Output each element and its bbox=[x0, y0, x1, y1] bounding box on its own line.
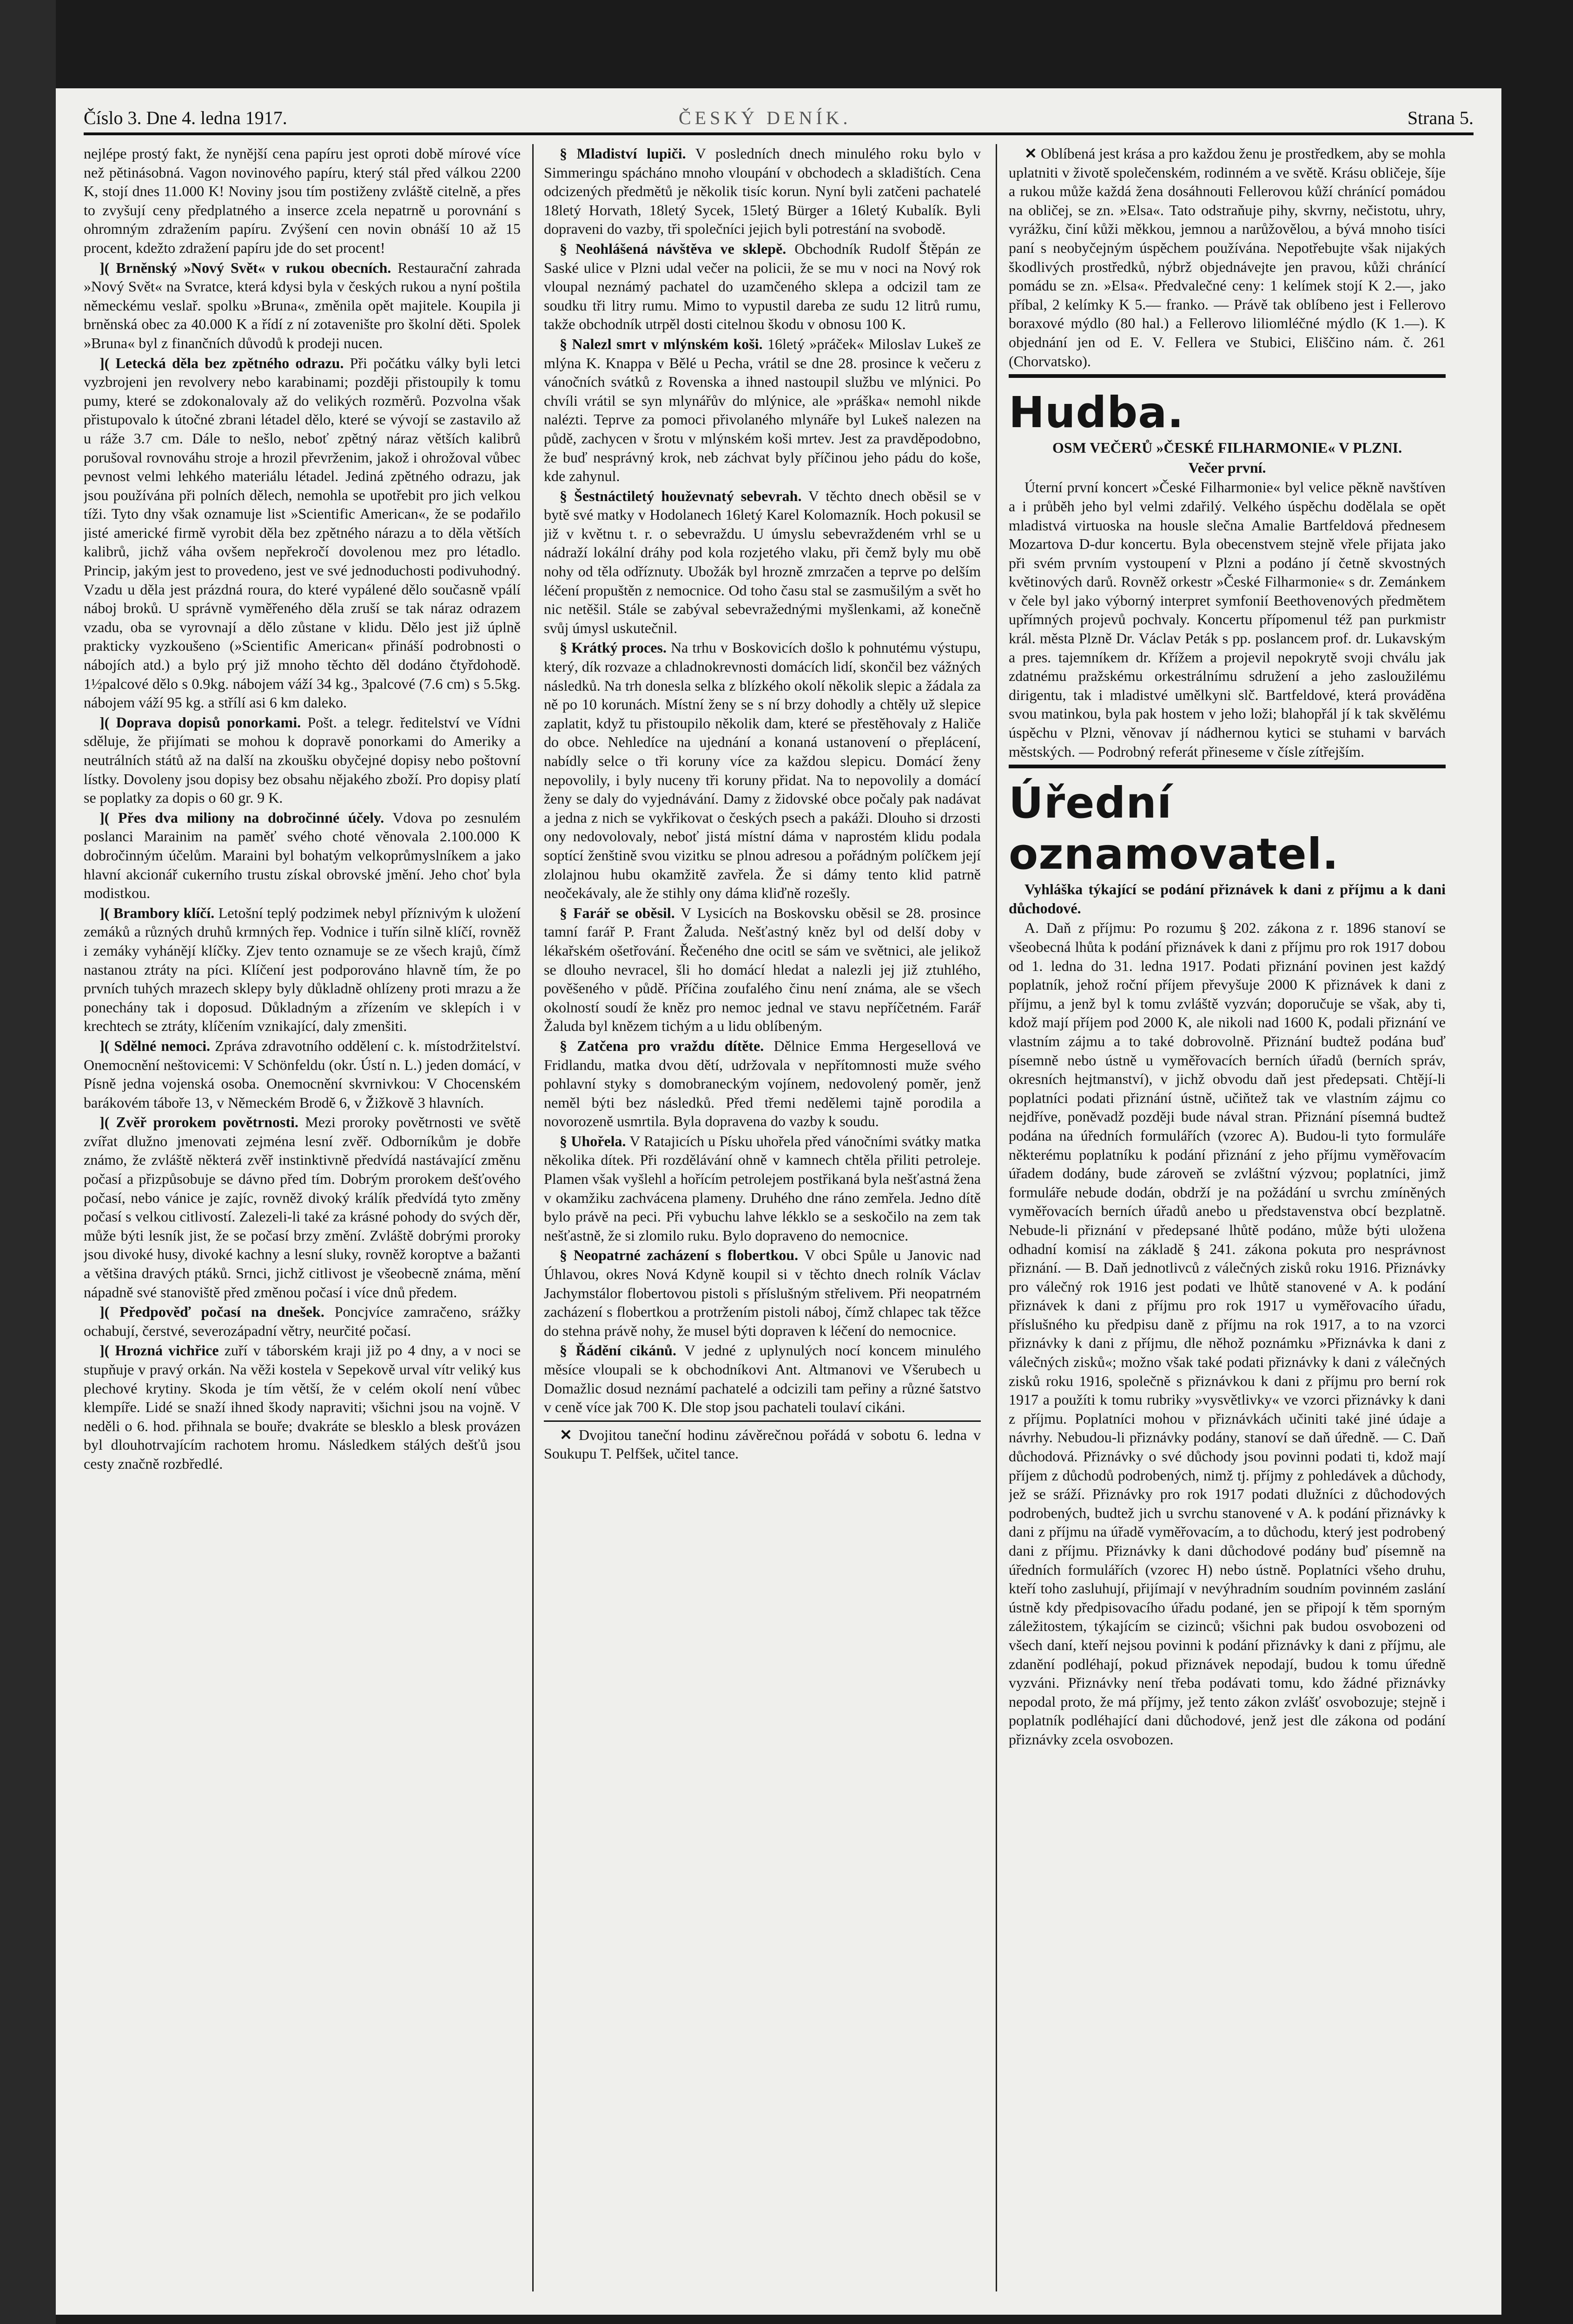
news-item-title: Zvěř prorokem povětrnosti. bbox=[116, 1114, 299, 1131]
news-item bbox=[544, 144, 981, 238]
column-3 bbox=[1009, 144, 1446, 2291]
news-item-text: Pošt. a telegr. ředitelství ve Vídni sděluje, že přijímati se mohou k dopravě ponorkami do Ameriky a neutrálních států až na další na zkoušku obyčejné dopisy nebo poštovní lístky. Dovoleny jsou dopisy bez obsahu nějakého zboží. Pro dopisy platí se poplatky za dopis o 60 gr. 9 K. bbox=[84, 713, 521, 806]
news-item-title: Předpověď počasí na dnešek. bbox=[119, 1303, 324, 1320]
music-article: Úterní první koncert »České Filharmonie« byl velice pěkně navštíven a i průběh jeho byl velmi zdařilý. Velkého úspěchu dodělala se opět mladistvá virtuoska na housle slečna Amalie Bartfeldová přednesem Mozartova D-dur koncertu. Byla obecenstvem stejně vřele přijata jako při svém prvním vystoupení v Plzni a podáno jí četně skvostných květinových darů. Rovněž orkestr »České Filharmonie« s dr. Zemánkem v čele byl jako výborný interpret symfonií Beethovenových předmětem upřímných projevů pochvaly. Koncertu přípomenul též pan purkmistr král. města Plzně Dr. Václav Peták s pp. poslancem prof. dr. Lukavským a pres. tajemníkem dr. Křížem a projevil nepokrytě svoji chválu jak zdatnému pražskému orkestrálnímu sdružení a jeho zasloužilému dirigentu, tak i mladistvé umělkyni slč. Bartfeldové, která prováděna svou matinkou, byla pak hostem v jeho loži; blahopřál jí k tak skvělému úspěchu v Plzni, věnovav jí nádhernou kytici se stuhami v barvách městských. — Podrobný referát přineseme v čísle zítřejším. bbox=[1009, 479, 1446, 760]
section-title-music: Hudba. bbox=[1009, 388, 1184, 438]
news-item-title: Zatčena pro vraždu dítěte. bbox=[577, 1037, 764, 1054]
news-item-text: Na trhu v Boskovicích došlo k pohnutému výstupu, který, dík rozvaze a chladnokrevnosti domácích lidí, skončil bez vážných následků. Na trh donesla selka z blízkého okolí několik slepic a žádala za ně po 10 korunách. Místní ženy se s ní brzy dohodly a chtěly už slepice zaplatit, když tu přistoupilo několik dam, které se přestěhovaly z Haliče do obce. Nehledíce na ujednání a konaná ustanovení o přeplácení, nabídly selce o tři koruny více za každou slepicu. Domácí ženy nepovolily, i byly nuceny tři koruny přidat. Na to nepovolily a domácí ženy se daly do vyjednávání. Damy z židovské obce počaly pak nadávat a jedna z nich se vykřikovat o českých psech a pakáži. Dlouho si drzosti ony nedovolovaly, neboť jistá místní dáma v naprostém klidu podala soptící ženštině svou vizitku se plnou adresou a pořádným políčkem její zlolajnou hubu okamžitě zavřela. Že si dámy tento klid patrně neočekávaly, ale že stihly ony dáma kliďně rozešly. bbox=[544, 639, 981, 902]
news-item-text: 16letý »práček« Miloslav Lukeš ze mlýna K. Knappa v Bělé u Pecha, vrátil se dne 28. prosince k večeru z vánočních svátků z Rovenska a ihned nastoupil službu ve mlýnici. Po chvíli vrátil se syn mlynářův do mlýnice, ale »práška« nemohl nikde nalézti. Teprve za pomoci přivolaného mlynáře byl Lukeš nalezen na půdě, zachycen v šrotu v mlýnském koši mrtev. Jest za pravděpodobno, že buď nesprávný krok, neb záchvat byly příčinou jeho pádu do koše, kde zahynul. bbox=[544, 335, 981, 485]
news-item bbox=[544, 487, 981, 638]
music-subtitle: OSM VEČERŮ »ČESKÉ FILHARMONIE« V PLZNI. bbox=[1052, 439, 1402, 456]
news-item-title: Nalezl smrt v mlýnském koši. bbox=[572, 335, 763, 352]
news-item bbox=[544, 1246, 981, 1340]
item-marker: § bbox=[560, 335, 572, 352]
news-item bbox=[84, 1341, 521, 1473]
news-item-text: V Lysicích na Boskovsku oběsil se 28. prosince tamní farář P. Frant Žaluda. Nešťastný kněz byl od delší doby v lékařském ošetřování. Řečeného dne ocitl se sám ve světnici, ale jelikož se dlouho nevracel, šli ho domácí hledat a nalezli jej již ztuhlého, pověšeného v půdě. Příčina zoufalého činu není známa, ale se všech okolností soudí že kněz pro nemoc jednal ve stavu nepříčetném. Farář Žaluda byl knězem tichým a u lidu oblíbeným. bbox=[544, 904, 981, 1035]
news-item-text: Letošní teplý podzimek nebyl příznivým k uložení zemáků a různých druhů krmných řep. Vodnice i tuřín silně klíčí, rovněž i zemáky vyhánějí klíčky. Zjev tento oznamuje se ze všech krajů, čímž nastanou ztráty na píci. Klíčení jest podporováno hlavně tím, že po prvních tuhých mrazech sklepy byly důkladně ohlízeny proti mrazu a že ponechány tak i doposud. Důkladným a zřízením ve sklepích i v krechtech se ztráty, klíčením vznikající, daly zmenšiti. bbox=[84, 904, 521, 1035]
news-item-title: Přes dva miliony na dobročinné účely. bbox=[118, 809, 384, 826]
news-item-text: Mezi proroky povětrnosti ve světě zvířat dlužno jmenovati zejména lesní zvěř. Odborníkům je dobře známo, že zvláště některá zvěř instinktivně předvídá nastávající změnu počasí a přizpůsobuje se dávno před tím. Dobrým prorokem dešťového počasí, nebo vánice je zajíc, rovněž divoký králík předvídá tyto změny počasí s velkou citlivostí. Zalezeli-li také za krásné pohody do svých děr, může býti lesník jist, že se počasí brzy změní. Zvláště dobrými proroky jsou divoké husy, divoké kachny a lesní sluky, rovněž koroptve a bažanti a většina dravých ptáků. Srnci, jichž citlivost je všeobecně známa, mění nápadně své stanoviště před změnou počasí i více dnů předem. bbox=[84, 1114, 521, 1301]
official-text: A. Daň z příjmu: Po rozumu § 202. zákona z r. 1896 stanoví se všeobecná lhůta k podání přiznávek k dani z příjmu pro rok 1917 dobou od 1. ledna do 31. ledna 1917. Podati přiznání povinen jest každý poplatník, jehož roční příjem převyšuje 2000 K přiznávek k dani z příjmu, a jenž byl k tomu zvláště vyzván; doporučuje se však, aby ti, kdož mají příjem pod 2000 K, ale nikoli nad 1600 K, podali přiznání ve vlastním zájmu a to také dobrovolně. Přiznání budtež podána buď písemně nebo ústně u vyměřovacích berních úřadů (berních správ, okresních hejtmanství), v jichž obvodu daň jest předepsati. Chtějí-li poplatníci podati přiznání ústně, učiňtež tak ve vlastním zájmu co nejdříve, poněvadž později bude nával stran. Přiznání písemná budtež podána na úředních formulářích (vzorec A). Budou-li tyto formuláře některému poplatníku k podání přiznání z jeho příjmu vyměřovacím úřadem dodány, bude zároveň se zvláštní výzvou; poplatníci, jimž formuláře nebude dodán, obdrží je na požádání u svrchu zmíněných vyměřovacích berních úřadů anebo u představenstva obcí bezplatně. Nebude-li přiznání v předepsané lhůtě podáno, může býti uložena odhadní komisí na základě § 241. zákona pokuta pro nesprávnost přiznání. — B. Daň jednotlivců z válečných zisků roku 1916. Přiznávky pro válečný rok 1916 jest podati ve lhůtě stanovené v A. k podání přiznávek k dani z příjmu pro rok 1917 u vyměřovacího úřadu, příslušného ku předpisu daně z příjmu na rok 1917, a to na vzorci přiznávky k dani z příjmu, dle něhož poznámku »Přiznávka k dani z válečných zisků«; možno však také podati přiznávky k dani z válečných zisků roku 1916, společně s přiznávkou k dani z příjmu pro berní rok 1917 a použíti k tomu rubriky »vysvětlivky« ve vzorci přiznávky k dani z příjmu. Poplatníci mohou v přiznávkách učiniti také jiné údaje a návrhy. Nebudou-li přiznávky podány, stanoví se daň úředně. — C. Daň důchodová. Přiznávky o své důchody jsou povinni podati ti, kdož mají příjem z důchodů podrobených, nimž tj. příjmy z pohledávek a důchody, jež se sráží. Přiznávky pro rok 1917 podati dlužníci z důchodových podrobených, budtež jich u svrchu stanovené v A. k podání přiznávky k dani z příjmu na úřadě vyměřovacím, a to důchodu, který jest podrobený dani z příjmu. Přiznávky k dani důchodové podány buď písemně na úředních formulářích (vzorec H) nebo ústně. Poplatníci všeho druhu, kteří toho zasluhují, přijímají v nevýhradním soudním povinném zaslání ústně kdy předpisovacího úřadu podané, jen se připojí k těm sporným záležitostem, týkajícím se cizinců; všichni pak budou osvobozeni od všech daní, kteří nejsou povinni k podání přiznávky k dani z příjmu, ale zdanění podléhají, pokud přiznávek nepodají, budou k tomu úředně vyzváni. Přiznávky není třeba podávati tomu, kdo žádné přiznávky nepodal proto, že má příjmy, jež tento zákon zvlášť osvobozuje; stejně i poplatník podléhající dani důchodové, jenž jest dle zákona od podání přiznávky zcela osvobozen. bbox=[1009, 919, 1446, 1748]
scan-border bbox=[0, 0, 56, 2324]
item-marker: § bbox=[560, 904, 573, 921]
item-marker: ]( bbox=[99, 1037, 114, 1054]
news-item-text: V těchto dnech oběsil se v bytě své matky v Hodolanech 16letý Karel Kolomazník. Hoch pokusil se již v květnu t. r. o sebevraždu. U úmyslu sebevraždeném vrhl se u nádraží lokální dráhy pod kola rozjetého vlaku, při čemž byly mu obě nohy od těla odříznuty. Ubožák byl hrozně zmrzačen a teprve po delším léčení propuštěn z nemocnice. Od toho času stal se zasmušilým a svět ho nic netěšil. Stále se zabýval sebevražednými myšlenkami, až konečně svůj úmysl uskutečnil. bbox=[544, 487, 981, 636]
ad-dance-lesson: ✕ Dvojitou taneční hodinu závěrečnou pořádá v sobotu 6. ledna v Soukupu T. Pelfšek, učitel tance. bbox=[544, 1426, 981, 1462]
news-item bbox=[84, 904, 521, 1036]
ad-feller: ✕ Oblíbená jest krása a pro každou ženu je prostředkem, aby se mohla uplatniti v životě společenském, rodinném a ve světě. Krásu obličeje, šíje a rukou může každá žena dosáhnouti Fellerovou kůží chránící pomádou na obličej, se zn. »Elsa«. Tato odstraňuje pihy, skvrny, nečistotu, uhry, vyrážku, činí kůži měkkou, jemnou a narůžovělou, a bývá mnoho tisíci paní s neobyčejným úspěchem používána. Nepotřebujte však nijakých škodlivých prostředků, nýbrž objednávejte jen pravou, kůži chránící pomádu se zn. »Elsa«. Předvalečné ceny: 1 kelímek stojí K 2.—, jako příbal, 2 kelímky K 5.— franko. — Právě tak oblíbeno jest i Fellerovo boraxové mýdlo (80 hal.) a Fellerovo liliomléčné mýdlo (K 1.—). K objednání jen od E. V. Fellera ve Stubici, Eliščino nám. č. 261 (Chorvatsko). bbox=[1009, 145, 1446, 370]
news-item bbox=[544, 1037, 981, 1131]
news-item-title: Neohlášená návštěva ve sklepě. bbox=[575, 240, 786, 257]
news-item-title: Mladiství lupiči. bbox=[576, 145, 686, 162]
column-divider bbox=[532, 144, 534, 2291]
item-marker: ]( bbox=[99, 1114, 116, 1131]
column-1 bbox=[84, 144, 521, 2291]
news-item-title: Uhořela. bbox=[571, 1132, 626, 1149]
item-marker: ]( bbox=[99, 259, 116, 276]
news-item-text: Obchodník Rudolf Štěpán ze Saské ulice v Plzni udal večer na policii, že se mu v noci na Nový rok vloupal neznámý pachatel do uzamčeného sklepa a odcizil tam ze soudku tři litry rumu. Mimo to vypustil dareba ze sudu 12 litrů rumu, takže obchodník utrpěl dosti citelnou škodu v obnosu 100 K. bbox=[544, 240, 981, 333]
news-item bbox=[544, 904, 981, 1036]
news-item-text: zuří v táborském kraji již po 4 dny, a v noci se stupňuje v pravý orkán. Na věži kostela v Sepekově urval vítr veliký kus plechové krytiny. Skoda je tím větší, že v celém okolí není vůbec klempíře. Lidé se snaží ihned škody napraviti; všichni jsou na vojně. V neděli o 6. hod. přihnala se bouře; dvakráte se blesklo a blesk provázen byl dlouhotrvajícím rachotem hromu. Následkem stálých dešťů jsou cesty značně rozbředlé. bbox=[84, 1342, 521, 1472]
item-marker: § bbox=[560, 487, 574, 504]
header-rule bbox=[84, 132, 1474, 135]
news-item-text: V obci Spůle u Janovic nad Úhlavou, okres Nová Kdyně koupil si v těchto dnech rolník Václav Jachymstálor flobertovou pistoli s příslušným střelivem. Při neopatrném zacházení s flobertkou a protržením pistoli náboj, čímž chlapec tak těžce do stehna právě nohy, že musel býti dopraven k léčení do nemocnice. bbox=[544, 1247, 981, 1339]
masthead: ČESKÝ DENÍK. bbox=[679, 107, 852, 128]
column-divider bbox=[996, 144, 997, 2291]
news-item bbox=[544, 1132, 981, 1245]
news-item-text: Dělnice Emma Hergesellová ve Fridlandu, matka dvou dětí, udržovala v nepřítomnosti muže svého pohlavní styky s domobraneckým vojínem, nedovolený poměr, jenž neměl býti bez následků. Před třemi nedělemi tajně porodila a novorozeně usmrtila. Byla dopravena do vazby k soudu. bbox=[544, 1037, 981, 1130]
news-item-title: Šestnáctiletý houževnatý sebevrah. bbox=[574, 487, 802, 504]
news-item bbox=[544, 638, 981, 902]
news-item-title: Brněnský »Nový Svět« v rukou obecních. bbox=[116, 259, 391, 276]
news-item bbox=[544, 335, 981, 486]
item-marker: § bbox=[560, 639, 572, 656]
item-marker: ]( bbox=[99, 713, 116, 731]
news-item-text: Restaurační zahrada »Nový Svět« na Svratce, která kdysi byla v českých rukou a nyní poštila německému veslař. spolku »Bruna«, změnila opět majitele. Koupila ji brněnská obec za 40.000 K a řídí z ní zotavenište pro školní děti. Spolek »Bruna« byl z finančních důvodů k prodeji nucen. bbox=[84, 259, 521, 351]
news-item bbox=[84, 1302, 521, 1340]
column-2 bbox=[544, 144, 981, 2291]
item-marker: § bbox=[560, 1132, 571, 1149]
item-marker: ]( bbox=[99, 354, 116, 371]
page-number: Strana 5. bbox=[1407, 107, 1474, 128]
news-item bbox=[84, 258, 521, 353]
intro-paragraph: nejlépe prostý fakt, že nynější cena papíru jest oproti době mírové více než pětinásobná. Vagon novinového papíru, který stál před válkou 2200 K, stojí dnes 11.000 K! Noviny jsou tím postiženy zvláště citelně, a přes to zvyšují ceny předplatného a inserce zcela nepatrně u porovnání s ohromným zdražením papíru. Zvýšení cen novin obnáší 10 až 15 procent, kdežto zdražení papíru jde do set procent! bbox=[84, 145, 521, 256]
news-item bbox=[84, 808, 521, 903]
item-marker: ]( bbox=[99, 1342, 115, 1359]
item-marker: § bbox=[560, 145, 577, 162]
item-marker: ]( bbox=[99, 809, 119, 826]
news-item-title: Farář se oběsil. bbox=[573, 904, 675, 921]
news-item-text: Zpráva zdravotního oddělení c. k. místodržitelství. Onemocnění neštovicemi: V Schönfeldu (okr. Ústí n. L.) jeden domácí, v Písně jedna vojenská osoba. Onemocnění skvrnivkou: V Chocenském barákovém táboře 13, v Německém Brodě 6, v Žižkově 3 hlavních. bbox=[84, 1037, 521, 1111]
divider bbox=[1009, 765, 1446, 768]
news-item bbox=[84, 713, 521, 807]
news-item-title: Letecká děla bez zpětného odrazu. bbox=[115, 354, 344, 371]
official-subtitle: Vyhláška týkající se podání přiznávek k dani z příjmu a k dani důchodové. bbox=[1009, 881, 1446, 917]
news-item bbox=[84, 1037, 521, 1112]
news-item-title: Sdělné nemoci. bbox=[114, 1037, 211, 1054]
news-item bbox=[544, 1341, 981, 1416]
music-subsubtitle: Večer první. bbox=[1188, 459, 1266, 476]
news-item-title: Brambory klíčí. bbox=[113, 904, 215, 921]
section-title-official: Úřední oznamovatel. bbox=[1009, 778, 1339, 879]
item-marker: ]( bbox=[99, 904, 113, 921]
news-item-title: Neopatrné zacházení s flobertkou. bbox=[573, 1247, 799, 1264]
item-marker: § bbox=[560, 1342, 576, 1359]
issue-date: Číslo 3. Dne 4. ledna 1917. bbox=[84, 107, 287, 128]
news-item-text: Vdova po zesnulém poslanci Marainim na paměť svého choté věnovala 2.100.000 K dobročinným účelům. Maraini byl bohatým velkoprůmyslníkem a jako hlavní akcionář cukerního trustu získal obrovské jmění. Jeho choť byla modistkou. bbox=[84, 809, 521, 902]
news-item-title: Hrozná vichřice bbox=[115, 1342, 219, 1359]
item-marker: § bbox=[560, 1247, 574, 1264]
item-marker: § bbox=[560, 240, 576, 257]
divider bbox=[544, 1420, 981, 1422]
news-item bbox=[544, 239, 981, 334]
item-marker: § bbox=[560, 1037, 577, 1054]
news-item bbox=[84, 1113, 521, 1301]
item-marker: ]( bbox=[99, 1303, 120, 1320]
news-item-text: Poncjvíce zamračeno, srážky ochabují, čerstvé, severozápadní větry, neurčité počasí. bbox=[84, 1303, 521, 1339]
news-item-title: Doprava dopisů ponorkami. bbox=[116, 713, 301, 731]
news-item-text: V posledních dnech minulého roku bylo v Simmeringu spácháno mnoho vloupání v obchodech a skladištích. Cena odcizených předmětů je několik tisíc korun. Nyní byli zatčeni pachatelé 18letý Horvath, 18letý Sycek, 15letý Bürger a 16letý Kubalík. Byli dopraveni do vazby, tři společníci jejich byli potrestání na svobodě. bbox=[544, 145, 981, 238]
newspaper-page bbox=[56, 88, 1501, 2315]
news-item-text: Při počátku války byli letci vyzbrojeni jen revolvery nebo karabinami; později přistoupily k tomu pumy, které se zdokonalovaly až do velikých rozměrů. Pozvolna však přistupovalo k útočné zbrani létadel dělo, které se vývojí se zastavilo až u ráže 3.7 cm. Dále to nešlo, neboť zpětný náraz větších kalibrů porušoval rovnováhu stroje a hrozil převrženim, jakož i ohrožoval vůbec pevnost velmi lehkého materiálu létadel. Jediná zpětného odrazu, jak jsou používána při polních dělech, nemohla se upotřebit pro jich velkou tíži. Tyto dny však oznamuje list »Scientific American«, že se podařilo jisté americké firmě vyrobit děla bez zpětného nárazu a to děla větších kalibrů, jichž váha ovšem nepřekročí dovolenou mez pro létadlo. Princip, jakým jest to provedeno, jest ve své jednoduchosti podivuhodný. Vzadu u děla jest prázdná roura, do které vypálené dělo současně vpálí náboj broků. U správně vyměřeného děla zruší se tak náraz odrazem vzadu, oba se vyrovnají a dělo zůstane v klidu. Dělo jest již úplně prakticky vyzkoušeno (»Scientific American« přináší podrobnosti o nábojích atd.) a bylo prý již mnoho těchto děl dodáno čtyřdohodě. 1½palcové dělo s 0.9kg. nábojem váží 34 kg., 3palcové (7.6 cm) s 5.5kg. nábojem váží 95 kg. a střílí asi 6 km daleko. bbox=[84, 354, 521, 711]
news-item-title: Řádění cikánů. bbox=[575, 1342, 676, 1359]
news-item-title: Krátký proces. bbox=[571, 639, 667, 656]
news-item-text: V Ratajicích u Písku uhořela před vánočními svátky matka několika dítek. Při rozdělávání ohně v kamnech chtěla přiliti petroleje. Plamen však vyšlehl a hořícím petrolejem postřikaná byla nešťastná žena v okamžiku zachvácena plameny. Druhého dne ráno zemřela. Jedno dítě bylo právě na peci. Při vybuchu lahve lékklo se a seskočilo na zem tak nešťastně, že si zlomilo ruku. Bylo dopraveno do nemocnice. bbox=[544, 1132, 981, 1244]
news-item-text: V jedné z uplynulých nocí koncem minulého měsíce vloupali se k obchodníkovi Ant. Altmanovi ve Všerubech u Domažlic dosud neznámí pachatelé a odcizili tam peřiny a různé šatstvo v ceně více jak 700 K. Dle stop jsou pachateli toulaví cikáni. bbox=[544, 1342, 981, 1416]
divider bbox=[1009, 374, 1446, 378]
news-item bbox=[84, 354, 521, 712]
